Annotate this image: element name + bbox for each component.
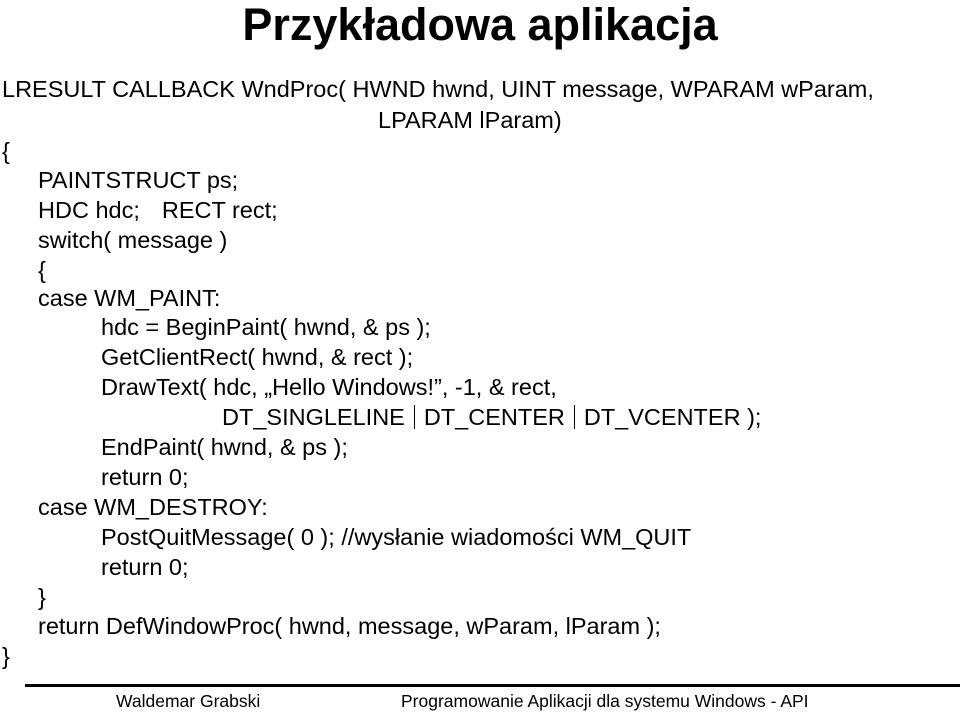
- code-line: }: [38, 584, 46, 610]
- code-line: hdc = BeginPaint( hwnd, & ps );: [101, 314, 431, 340]
- code-line: {: [2, 138, 10, 164]
- code-token: DT_CENTER: [423, 404, 565, 430]
- code-line: DrawText( hdc, „Hello Windows!”, -1, & rect,: [101, 374, 557, 400]
- pipe-separator: [414, 405, 415, 429]
- code-line: return DefWindowProc( hwnd, message, wParam, lParam );: [38, 613, 661, 639]
- code-line: GetClientRect( hwnd, & rect );: [101, 344, 414, 370]
- pipe-separator: [574, 405, 575, 429]
- code-line: {: [38, 257, 46, 283]
- code-line: return 0;: [101, 464, 189, 490]
- footer-author: Waldemar Grabski: [116, 691, 261, 711]
- code-line: case WM_DESTROY:: [38, 494, 268, 520]
- code-token: HDC hdc;: [38, 197, 140, 223]
- code-line: LPARAM lParam): [378, 107, 562, 133]
- code-line: switch( message ): [38, 227, 228, 253]
- code-token: RECT rect;: [161, 197, 278, 223]
- code-line: return 0;: [101, 554, 189, 580]
- slide-title: Przykładowa aplikacja: [242, 0, 718, 50]
- code-token: DT_VCENTER );: [583, 404, 762, 430]
- footer-course: Programowanie Aplikacji dla systemu Windows - API: [401, 691, 809, 711]
- code-line: PAINTSTRUCT ps;: [38, 167, 239, 193]
- code-line: LRESULT CALLBACK WndProc( HWND hwnd, UINT message, WPARAM wParam,: [2, 76, 874, 102]
- code-line: [222, 403, 761, 431]
- code-line: EndPaint( hwnd, & ps );: [101, 434, 348, 460]
- code-token: DT_SINGLELINE: [222, 404, 405, 430]
- code-line: PostQuitMessage( 0 ); //wysłanie wiadomości WM_QUIT: [101, 524, 692, 550]
- code-line: }: [2, 643, 10, 669]
- footer-divider: [25, 684, 960, 687]
- code-line: case WM_PAINT:: [38, 285, 221, 311]
- code-line: [38, 196, 278, 224]
